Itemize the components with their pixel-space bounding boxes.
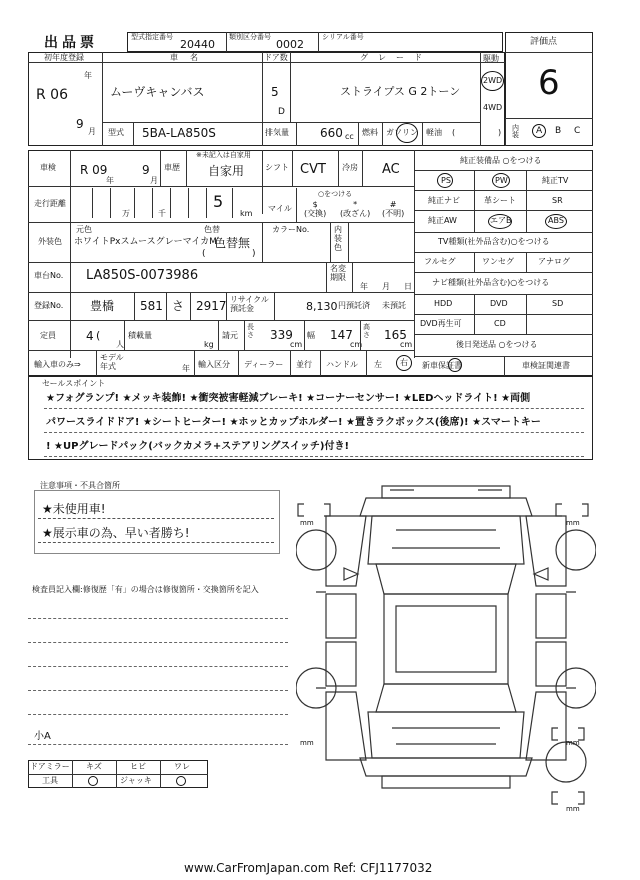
hood-front <box>360 498 532 516</box>
ac-value: AC <box>382 162 400 177</box>
serial-label: シリアル番号 <box>322 33 364 41</box>
inner-color-label: 内装色 <box>334 225 342 252</box>
interior-grade-b: B <box>555 126 562 136</box>
import-dealer: ディーラー <box>244 360 284 369</box>
steering-left: 左 <box>374 360 382 369</box>
drive-4wd: 4WD <box>483 103 503 112</box>
meter-circle-note: ○をつける <box>318 190 353 198</box>
note-line-2: ★展示車の為、早い者勝ち! <box>42 526 190 540</box>
designation-label: 型式指定番号 <box>131 33 173 41</box>
mileage-digit: 5 <box>213 192 224 211</box>
right-rear-fender <box>526 692 566 760</box>
later-inspection-docs: 車検証関連書 <box>522 361 570 370</box>
designation-number: 20440 <box>180 38 215 51</box>
damage-row-jack: ジャッキ <box>120 776 152 785</box>
first-reg-year: R 06 <box>36 87 68 103</box>
class-label: 類別区分番号 <box>229 33 271 41</box>
tire-lr-unit: mm <box>300 739 314 747</box>
navi-dvd: DVD <box>490 299 508 308</box>
class-number: 0002 <box>276 38 304 51</box>
plate-number: 2917 <box>196 299 227 313</box>
left-front-fender <box>326 516 366 586</box>
displacement-label: 排気量 <box>265 128 289 137</box>
recycle-not-deposited: 未預託 <box>382 301 406 310</box>
notes-label: 注意事項・不具合箇所 <box>40 481 120 490</box>
interior-label: 内装 <box>512 124 519 139</box>
equip-leather: 革シート <box>484 196 516 205</box>
first-reg-label: 初年度登録 <box>44 53 84 62</box>
left-rear-door <box>326 642 356 686</box>
usage-value: 自家用 <box>208 164 245 178</box>
damage-row-tools: 工具 <box>42 776 58 785</box>
damage-header-mirror: ドアミラー <box>30 762 70 771</box>
tire-spare-unit: mm <box>566 805 580 813</box>
interior-grade-c: C <box>574 126 581 136</box>
damage-header-break: ワレ <box>174 762 190 771</box>
fuel-circle <box>396 123 418 143</box>
inspection-year: R 09 <box>80 163 108 177</box>
chassis-number: LA850S-0073986 <box>86 268 199 283</box>
color-label: 外装色 <box>38 237 62 246</box>
equip-sr: SR <box>552 196 563 205</box>
meter-option-exchange: $ (交換) <box>304 200 327 218</box>
chassis-label: 車台No. <box>34 271 64 280</box>
displacement-value: 660 <box>320 126 343 140</box>
sales-line-1: ★フォグランプ! ★メッキ装飾! ★衝突被害軽減ブレーキ! ★コーナーセンサー! ★LEDヘッドライト! ★両側 <box>46 393 531 404</box>
inspector-note: 検査員記入欄:修復歴「有」の場合は修復箇所・交換箇所を記入 <box>32 585 259 594</box>
drive-2wd: 2WD <box>483 76 503 85</box>
plate-label: 登録No. <box>34 301 64 310</box>
tv-analog: アナログ <box>538 257 570 266</box>
ac-label: 冷房 <box>342 163 358 172</box>
left-front-tire <box>296 530 336 570</box>
score-label: 評価点 <box>530 37 558 47</box>
import-parallel: 並行 <box>296 360 312 369</box>
grade-label: グレード <box>360 53 432 62</box>
damage-header-crack: ヒビ <box>130 762 146 771</box>
fuel-light-oil: 軽油 <box>426 128 442 137</box>
right-rear-door <box>536 642 566 686</box>
navi-dvd-play: DVD再生可 <box>420 319 462 328</box>
color-change-label: 色替 <box>204 225 220 234</box>
original-color-label: 元色 <box>76 225 92 234</box>
jack-check <box>176 776 186 786</box>
rear-window <box>376 684 516 712</box>
hood <box>368 516 524 564</box>
height-label: 高さ <box>363 323 370 339</box>
width-label: 幅 <box>307 331 315 340</box>
length-label: 長さ <box>247 323 254 339</box>
recycle-amount: 8,130 <box>306 300 338 313</box>
doors-label: ドア数 <box>264 53 288 62</box>
height-value: 165 <box>384 328 407 342</box>
drive-label: 駆動 <box>483 54 499 63</box>
first-reg-month: 9 <box>76 117 84 131</box>
color-change-value: 色替無 <box>214 236 251 250</box>
grade-value: ストライプス G 2トーン <box>340 85 461 98</box>
length-value: 339 <box>270 328 293 342</box>
sales-line-3: ! ★UPグレードパック(バックカメラ+ステアリングスイッチ)付き! <box>46 441 350 452</box>
usage-label: 車歴 <box>164 163 180 172</box>
navi-hdd: HDD <box>434 299 453 308</box>
inspection-label: 車検 <box>40 163 56 172</box>
width-value: 147 <box>330 328 353 342</box>
equip-aw: 純正AW <box>428 216 457 225</box>
meter-option-unknown: # (不明) <box>382 200 405 218</box>
total-label: 請元 <box>222 331 238 340</box>
damage-header-scratch: キズ <box>86 762 102 771</box>
note-line-1: ★未使用車! <box>42 502 106 516</box>
doors-value: 5 <box>271 85 279 99</box>
tv-fullseg: フルセグ <box>424 257 456 266</box>
tire-lf-unit: mm <box>300 519 314 527</box>
shift-value: CVT <box>300 162 326 177</box>
tire-rr-unit: mm <box>566 739 580 747</box>
plate-kana: さ <box>172 299 185 313</box>
model-year-label: モデル年式 <box>100 353 124 371</box>
capacity-value: 4 <box>86 329 94 343</box>
later-warranty: 新車保証書 <box>422 361 462 370</box>
shift-label: シフト <box>265 163 289 172</box>
name-change-label: 名変期限 <box>330 264 346 282</box>
equip-airbag: エアB <box>490 216 512 225</box>
fuel-label: 燃料 <box>362 128 378 137</box>
model-label: 型式 <box>108 128 124 137</box>
navi-type-title: ナビ種類(社外品含む)○をつける <box>432 278 550 287</box>
equipment-title: 純正装備品 ○をつける <box>460 156 542 165</box>
equip-tv: 純正TV <box>542 176 569 185</box>
import-type-label: 輸入区分 <box>198 360 230 369</box>
right-front-door <box>536 594 566 638</box>
sheet-title: 出品票 <box>44 35 98 51</box>
tv-type-title: TV種類(社外品含む)○をつける <box>438 237 550 246</box>
car-diagram <box>296 476 596 816</box>
front-bumper <box>382 486 510 498</box>
trunk <box>368 712 524 758</box>
equip-abs: ABS <box>548 216 564 225</box>
mileage-label: 走行距離 <box>34 199 66 208</box>
sales-point-label: セールスポイント <box>42 379 106 388</box>
import-label: 輸入車のみ⇒ <box>34 360 81 369</box>
navi-cd: CD <box>494 319 506 328</box>
interior-grade-a: A <box>536 126 543 136</box>
score-value: 6 <box>538 63 560 103</box>
steering-right: 右 <box>400 358 408 367</box>
equip-pw: PW <box>495 176 508 185</box>
car-name: ムーヴキャンバス <box>110 85 205 99</box>
model-value: 5BA-LA850S <box>142 126 216 140</box>
footer-watermark: www.CarFromJapan.com Ref: CFJ1177032 <box>184 861 433 875</box>
fuel-gasoline: ガソリン <box>386 128 418 137</box>
original-color: ホワイトPxスムースグレーマイカM <box>74 237 217 247</box>
plate-area: 豊橋 <box>90 299 115 313</box>
right-front-fender <box>526 516 566 586</box>
recycle-label: リサイクル預託金 <box>230 295 269 313</box>
plate-class: 581 <box>140 299 163 313</box>
tire-rf-unit: mm <box>566 519 580 527</box>
usage-note: ※未記入は自家用 <box>196 151 251 159</box>
car-name-label: 車名 <box>170 53 210 62</box>
capacity-label: 定員 <box>40 331 56 340</box>
equip-ps: PS <box>441 176 451 185</box>
inspection-month: 9 <box>142 163 150 177</box>
sales-line-2: パワースライドドア! ★シートヒーター! ★ホッとカップホルダー! ★置きラクボックス(後席)! ★スマートキー <box>46 417 541 428</box>
navi-sd: SD <box>552 299 564 308</box>
left-rear-fender <box>326 692 366 760</box>
color-code-label: カラーNo. <box>272 225 310 234</box>
left-front-door <box>326 594 356 638</box>
steering-label: ハンドル <box>326 360 358 369</box>
equip-navi: 純正ナビ <box>428 196 460 205</box>
meter-option-tampered: * (改ざん) <box>340 200 371 218</box>
windshield <box>376 564 516 594</box>
tools-check <box>88 776 98 786</box>
later-shipment-title: 後日発送品 ○をつける <box>456 340 538 349</box>
tv-oneseg: ワンセグ <box>482 257 514 266</box>
door-type: D <box>278 107 285 117</box>
rear-bumper <box>382 776 510 788</box>
right-front-tire <box>556 530 596 570</box>
meter-label: マイル <box>268 204 292 213</box>
warranty-circle <box>448 358 462 372</box>
roof <box>384 594 508 684</box>
notes-box <box>34 490 280 554</box>
inspector-entry: 小A <box>34 731 51 742</box>
load-label: 積載量 <box>128 331 152 340</box>
